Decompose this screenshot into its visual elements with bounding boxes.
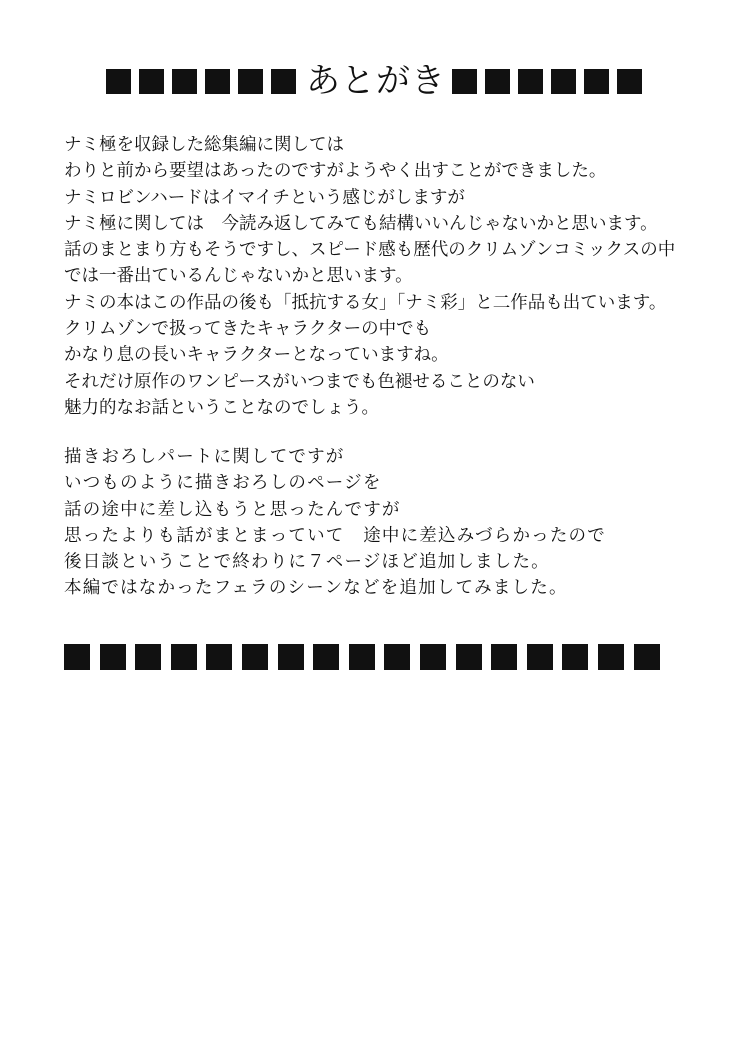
bottom-decor-square-icon xyxy=(456,644,482,670)
bottom-decor-square-icon xyxy=(278,644,304,670)
text-line: 話のまとまり方もそうですし、スピード感も歴代のクリムゾンコミックスの中 xyxy=(64,240,676,261)
text-line: 後日談ということで終わりに７ページほど追加しました。 xyxy=(64,552,550,573)
title-decor-square-icon xyxy=(238,69,263,94)
bottom-decor-square-icon xyxy=(527,644,553,670)
title-decor-square-icon xyxy=(485,69,510,94)
bottom-decor-square-icon xyxy=(135,644,161,670)
bottom-decor-square-icon xyxy=(420,644,446,670)
title-decor-square-icon xyxy=(617,69,642,94)
text-line: 本編ではなかったフェラのシーンなどを追加してみました。 xyxy=(64,578,568,599)
afterword-title: あとがき xyxy=(306,61,446,101)
bottom-decor-square-icon xyxy=(598,644,624,670)
bottom-decor-row xyxy=(64,643,694,671)
text-line: かなり息の長いキャラクターとなっていますね。 xyxy=(64,345,449,366)
text-line: 話の途中に差し込もうと思ったんですが xyxy=(64,499,401,520)
bottom-decor-square-icon xyxy=(384,644,410,670)
text-line: ナミ極を収録した総集編に関しては xyxy=(64,135,344,155)
title-decor-square-icon xyxy=(584,69,609,94)
title-decor-square-icon xyxy=(271,69,296,94)
bottom-decor-square-icon xyxy=(171,644,197,670)
text-line: ナミロビンハードはイマイチという感じがしますが xyxy=(64,187,465,208)
bottom-decor-square-icon xyxy=(206,644,232,670)
title-decor-square-icon xyxy=(518,69,543,94)
title-decor-square-icon xyxy=(106,69,131,94)
bottom-decor-square-icon xyxy=(349,644,375,670)
title-decor-square-icon xyxy=(551,69,576,94)
bottom-decor-square-icon xyxy=(64,644,90,670)
text-line: いつものように描きおろしのページを xyxy=(64,473,382,494)
bottom-decor-square-icon xyxy=(634,644,660,670)
bottom-decor-square-icon xyxy=(242,644,268,670)
text-line: ナミの本はこの作品の後も「抵抗する女」「ナミ彩」と二作品も出ています。 xyxy=(64,292,667,313)
title-decor-square-icon xyxy=(205,69,230,94)
title-decor-square-icon xyxy=(172,69,197,94)
text-line: わりと前から要望はあったのですがようやく出すことができました。 xyxy=(64,161,607,182)
title-decor-square-icon xyxy=(139,69,164,94)
text-line: クリムゾンで扱ってきたキャラクターの中でも xyxy=(64,319,432,340)
title-decor-square-icon xyxy=(452,69,477,94)
afterword-title-row xyxy=(106,61,672,101)
text-line: 魅力的なお話ということなのでしょう。 xyxy=(64,397,379,418)
afterword-paragraph-2 xyxy=(64,444,606,602)
bottom-decor-square-icon xyxy=(100,644,126,670)
afterword-paragraph-1 xyxy=(64,132,675,421)
text-line: ナミ極に関しては 今読み返してみても結構いいんじゃないかと思います。 xyxy=(64,213,658,234)
text-line: では一番出ているんじゃないかと思います。 xyxy=(64,266,413,287)
text-line: それだけ原作のワンピースがいつまでも色褪せることのない xyxy=(64,371,535,392)
bottom-decor-square-icon xyxy=(313,644,339,670)
text-line: 思ったよりも話がまとまっていて 途中に差込みづらかったので xyxy=(64,525,606,546)
bottom-decor-square-icon xyxy=(491,644,517,670)
bottom-decor-square-icon xyxy=(562,644,588,670)
text-line: 描きおろしパートに関してですが xyxy=(64,447,345,467)
